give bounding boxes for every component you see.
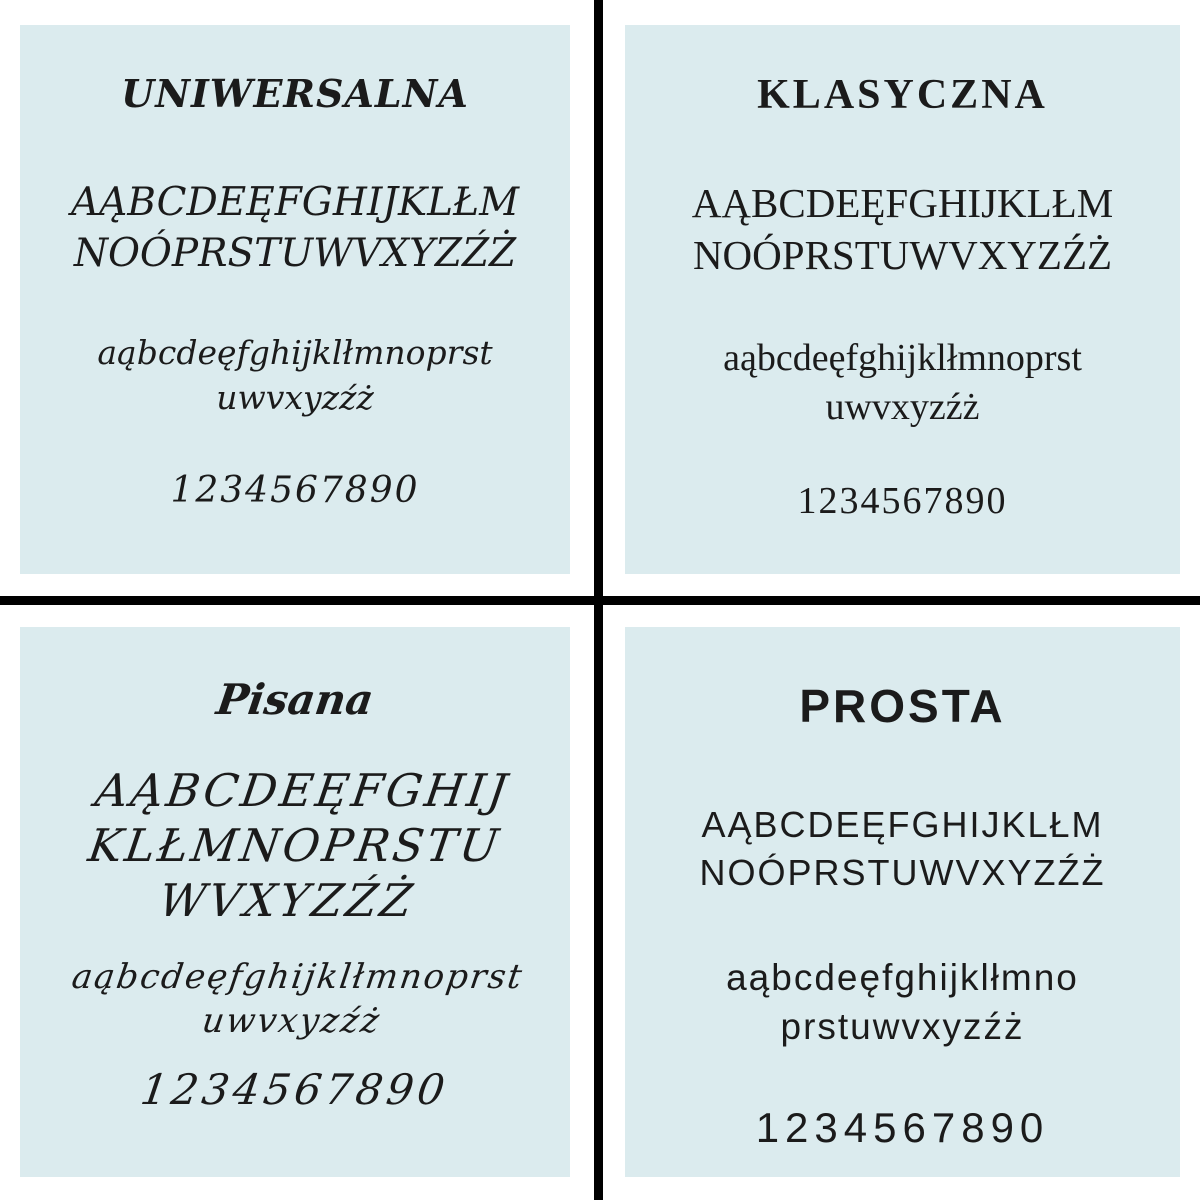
uppercase-line-1: AĄBCDEĘFGHIJ bbox=[92, 764, 514, 817]
uppercase-line-2: NOÓPRSTUWVXYZŹŻ bbox=[699, 851, 1106, 893]
uppercase-line-2: NOÓPRSTUWVXYZŹŻ bbox=[73, 230, 517, 276]
font-panel-uniwersalna bbox=[20, 25, 570, 574]
uppercase-sample bbox=[77, 764, 513, 929]
digits-sample: 1234567890 bbox=[137, 1065, 453, 1115]
font-title-pisana: Pisana bbox=[213, 675, 377, 724]
lowercase-line-2: uwvxyzźż bbox=[199, 1000, 384, 1041]
lowercase-sample bbox=[97, 331, 492, 420]
lowercase-line-2: uwvxyzźż bbox=[216, 377, 374, 417]
font-panel-pisana bbox=[20, 627, 570, 1177]
lowercase-line-1: aąbcdeęfghijklłmnoprst bbox=[723, 336, 1082, 379]
lowercase-line-1: aąbcdeęfghijklłmno bbox=[726, 957, 1079, 999]
uppercase-line-1: AĄBCDEĘFGHIJKLŁM bbox=[70, 180, 520, 225]
lowercase-line-2: prstuwvxyzźż bbox=[780, 1005, 1025, 1047]
uppercase-sample bbox=[692, 177, 1113, 282]
divider-horizontal bbox=[0, 596, 1200, 605]
uppercase-line-3: WVXYZŹŻ bbox=[156, 873, 419, 927]
font-panel-prosta bbox=[625, 627, 1180, 1177]
lowercase-sample bbox=[723, 334, 1082, 433]
uppercase-line-1: AĄBCDEĘFGHIJKLŁM bbox=[701, 804, 1104, 845]
uppercase-sample bbox=[700, 801, 1106, 896]
lowercase-line-1: aąbcdeęfghijklłmnoprst bbox=[97, 333, 493, 373]
lowercase-line-2: uwvxyzźż bbox=[825, 386, 980, 429]
font-panel-klasyczna bbox=[625, 25, 1180, 574]
lowercase-sample bbox=[63, 955, 527, 1043]
uppercase-line-2: KLŁMNOPRSTU bbox=[85, 818, 505, 872]
font-title-uniwersalna: UNIWERSALNA bbox=[121, 71, 469, 116]
uppercase-line-2: NOÓPRSTUWVXYZŹŻ bbox=[692, 232, 1113, 279]
uppercase-line-1: AĄBCDEĘFGHIJKLŁM bbox=[691, 180, 1114, 226]
lowercase-line-1: aąbcdeęfghijklłmnoprst bbox=[69, 956, 527, 997]
digits-sample: 1234567890 bbox=[170, 470, 420, 512]
font-title-klasyczna: KLASYCZNA bbox=[757, 72, 1048, 118]
digits-sample: 1234567890 bbox=[755, 1103, 1050, 1151]
lowercase-sample bbox=[726, 954, 1079, 1052]
font-title-prosta: PROSTA bbox=[799, 680, 1006, 732]
uppercase-sample bbox=[71, 178, 519, 279]
digits-sample: 1234567890 bbox=[797, 479, 1008, 522]
